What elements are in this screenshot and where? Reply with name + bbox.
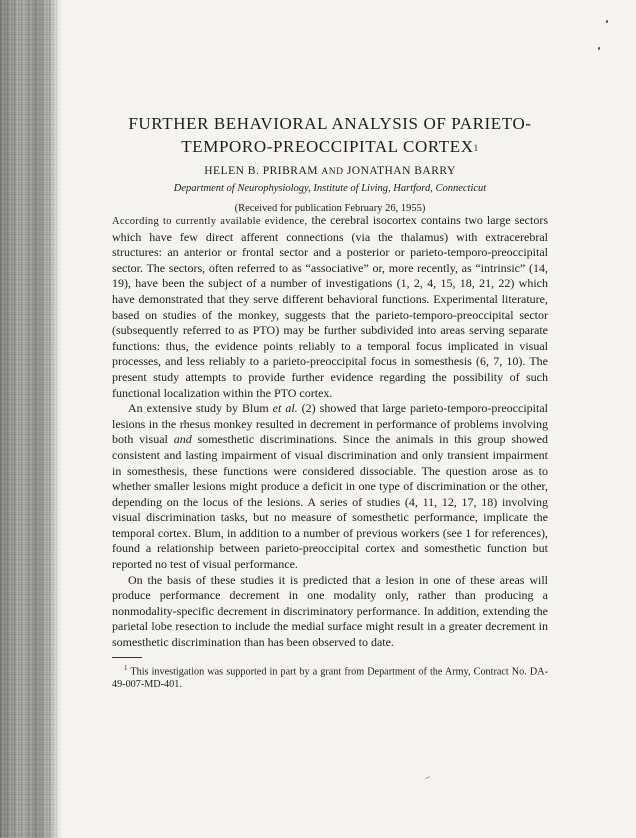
received-date: (Received for publication February 26, 1955)	[234, 203, 426, 214]
paper-title	[112, 112, 548, 158]
paragraph-2-text-c: somesthetic discriminations. Since the animals in this group showed consistent and lasting impairment of visual discrimination and only transient impairment in somesthesis, these functions were considered dissociable. The question arose as to whether smaller lesions might produce a deficit in one type of discrimination or the other, depending on the locus of the lesions. A series of studies (4, 11, 12, 17, 18) involving visual discrimination tasks, but no measure of somesthetic performance, implicate the temporal cortex. Blum, in addition to a number of previous workers (see 1 for references), found a relationship between parieto-preoccipital cortex and somesthetic function but reported no test of visual performance.	[112, 432, 548, 572]
paragraph-2-etal: et al.	[272, 401, 298, 416]
scan-stroke-mark: ‒	[422, 771, 433, 784]
footnote	[112, 662, 548, 691]
affiliation: Department of Neurophysiology, Institute of Living, Hartford, Connecticut	[173, 183, 487, 194]
paper-body	[112, 213, 548, 691]
scan-speck	[606, 20, 608, 23]
author-joiner: AND	[321, 167, 344, 177]
title-footnote-mark: 1	[473, 143, 479, 153]
paragraph-1-text: the cerebral isocortex contains two large sectors which have few direct afferent connections (via the thalamus) with extracerebral structures: an anterior or frontal sector and a posterior or parieto-temporo-preoccipital sector. The sectors, often referred to as “associative” or, more recently, as “intrinsic” (14, 19), have been the subject of a number of investigations (1, 2, 4, 15, 18, 21, 22) which have demonstrated that they serve different behavioral functions. Experimental literature, based on studies of the monkey, suggests that the parieto-temporo-preoccipital sector (subsequently referred to as PTO) may be further subdivided into areas serving separate functions: thus, the evidence points reliably to a temporal focus implicated in visual processes, and less reliably to a parieto-preoccipital focus in somesthesis (6, 7, 10). The present study attempts to provide further evidence regarding the possibility of such functional localization within the PTO cortex.	[112, 213, 549, 400]
footnote-mark: 1	[124, 663, 128, 672]
paper-header	[112, 112, 548, 216]
paragraph-1-lead: According to currently available evidence,	[112, 216, 308, 227]
paragraph-3: On the basis of these studies it is predicted that a lesion in one of these areas will produce performance decrement in one modality only, rather than producing a nonmodality-specific decrement in discriminatory performance. In addition, extending the parietal lobe resection to include the medial surface might result in a greater decrement in somesthetic discrimination than has been observed to date.	[112, 572, 548, 650]
title-line-2: TEMPORO-PREOCCIPITAL CORTEX	[181, 137, 474, 156]
scanned-binding-edge	[0, 0, 62, 838]
author-1: HELEN B. PRIBRAM	[204, 165, 318, 177]
author-2: JONATHAN BARRY	[346, 165, 456, 177]
scan-speck	[598, 47, 600, 50]
paragraph-2-text-b: (2) showed that large parieto-temporo-preoccipital lesions in the rhesus monkey resulted in decrement in performance of problems involving both visual	[112, 401, 548, 447]
author-line	[112, 164, 548, 180]
paragraph-1	[112, 213, 548, 401]
paragraph-2	[112, 401, 548, 573]
paragraph-2-and: and	[173, 432, 192, 447]
footnote-rule	[112, 657, 142, 658]
paragraph-2-text-a: An extensive study by Blum	[128, 401, 273, 416]
title-line-1: FURTHER BEHAVIORAL ANALYSIS OF PARIETO-	[128, 114, 532, 133]
footnote-text: This investigation was supported in part by a grant from Department of the Army, Contract No. DA-49-007-MD-401.	[112, 666, 548, 691]
